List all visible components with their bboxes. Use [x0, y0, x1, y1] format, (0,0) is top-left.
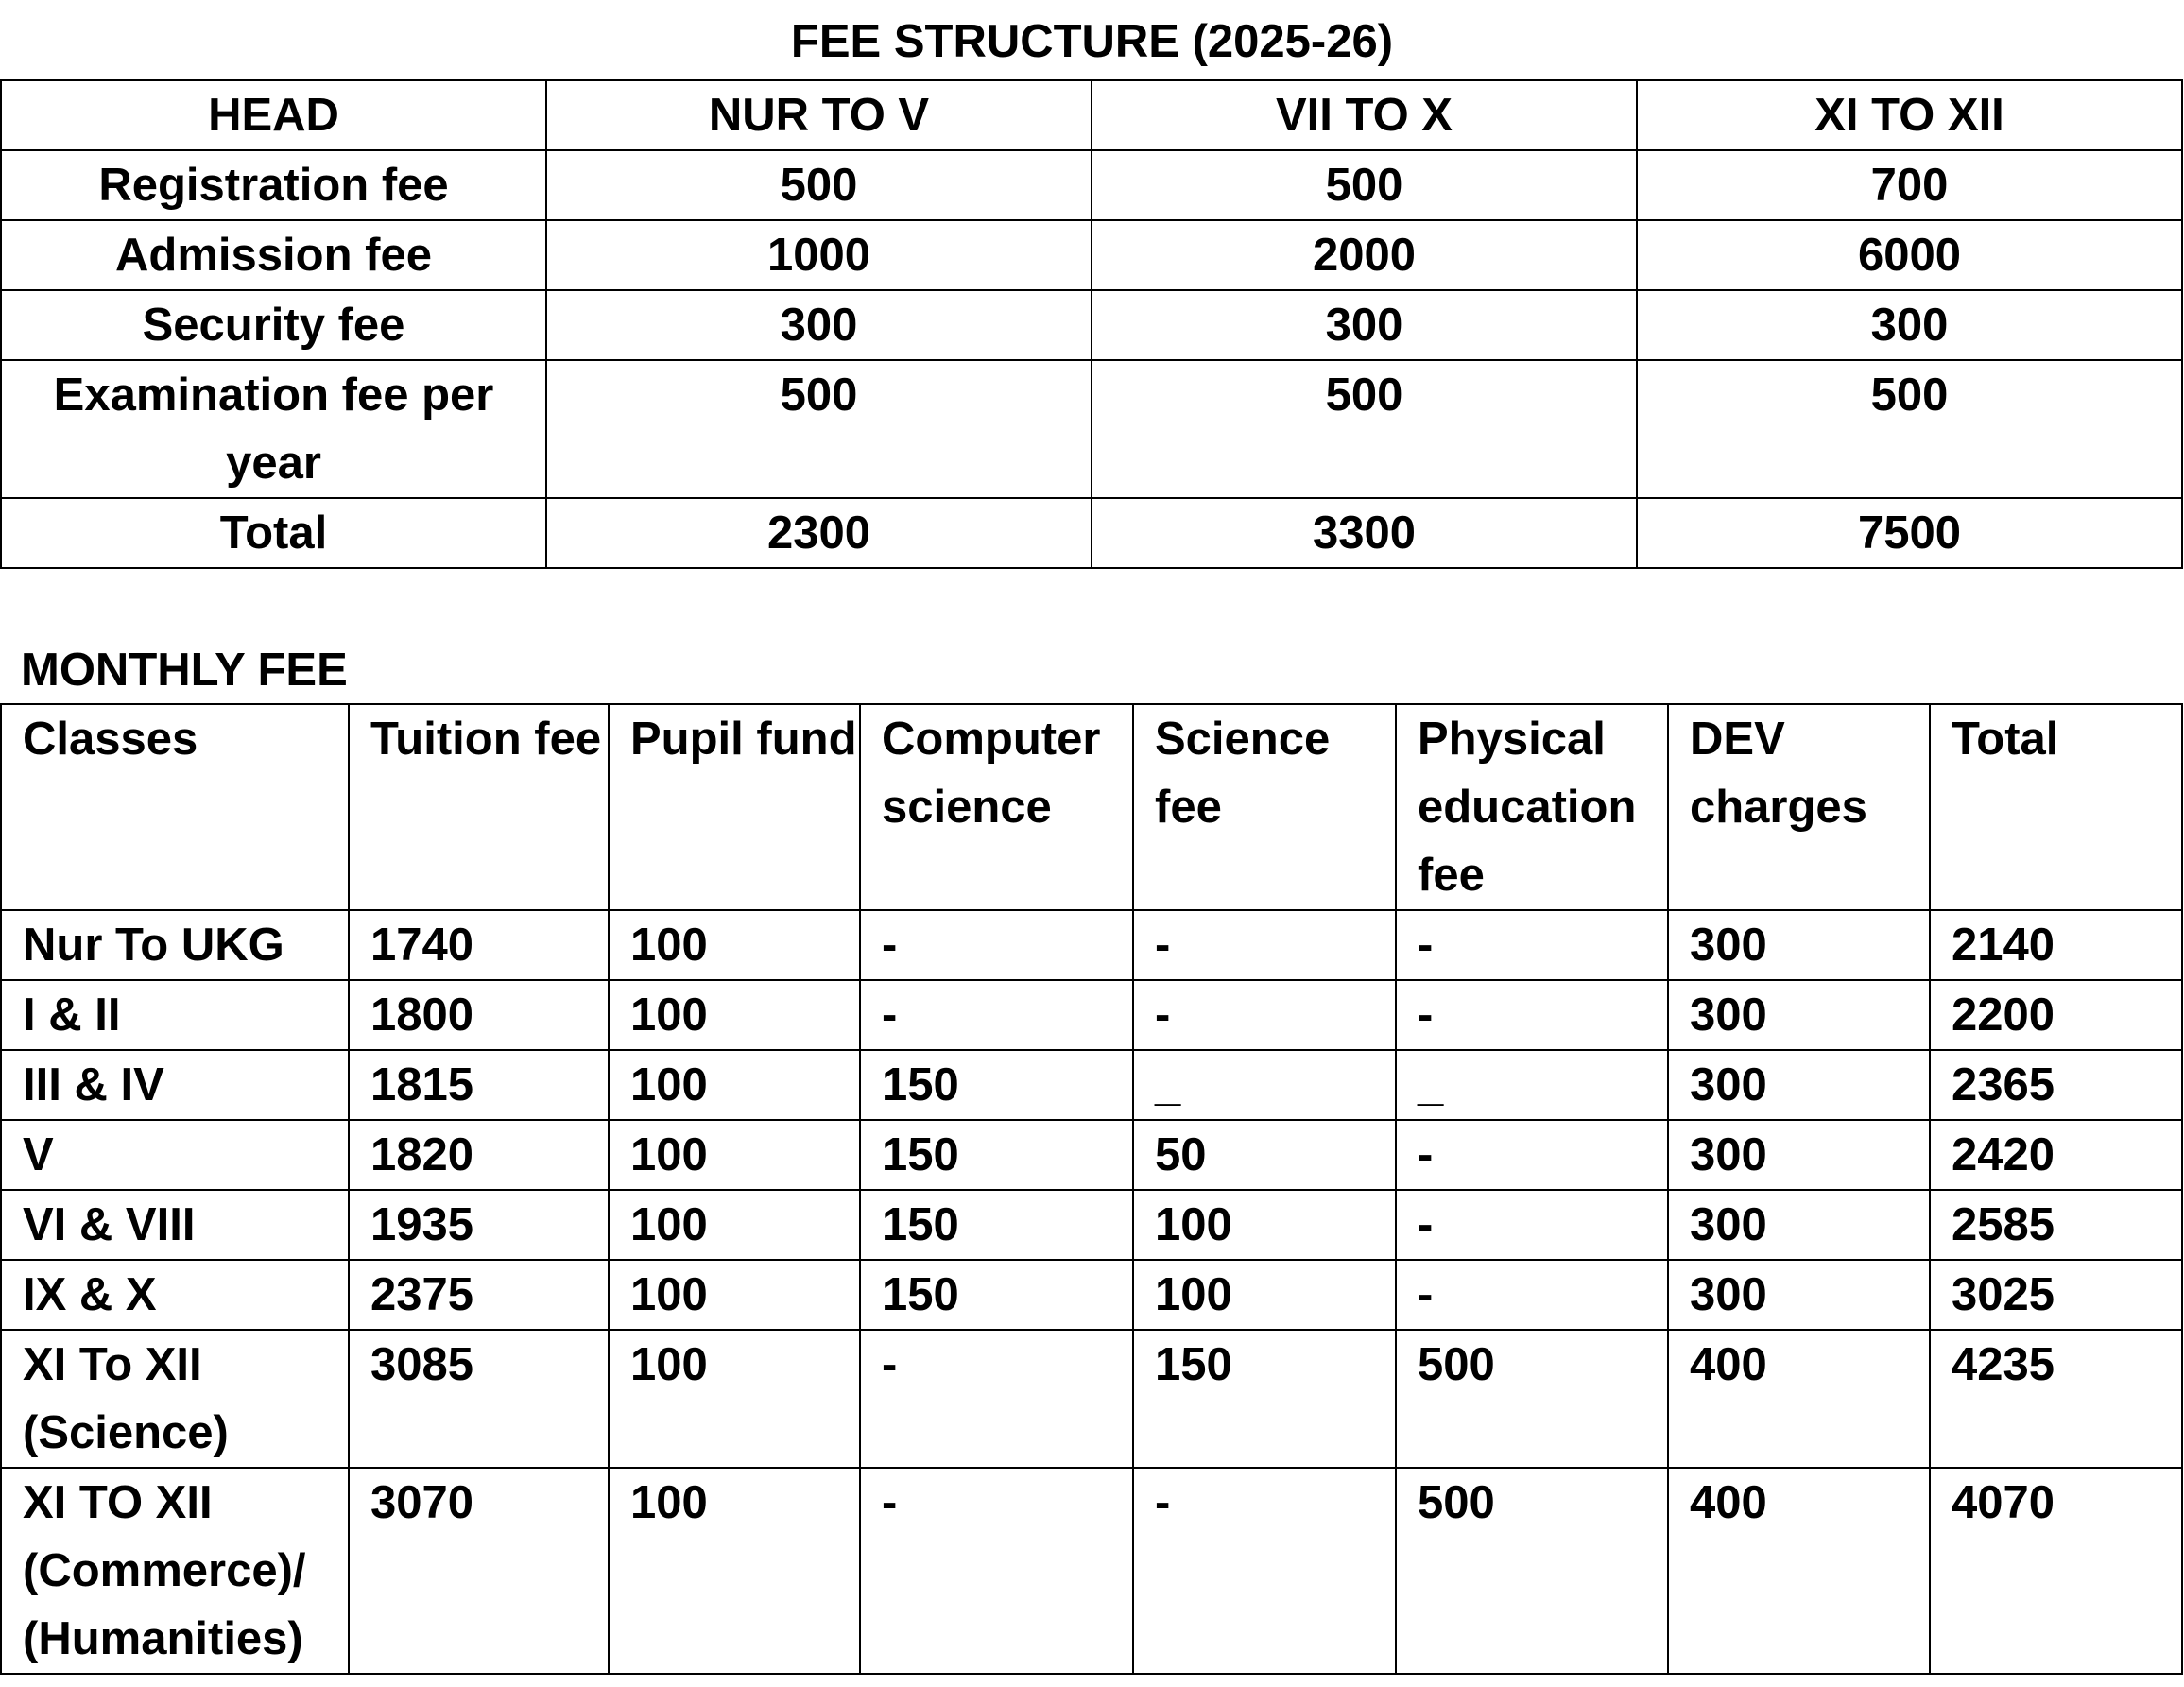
monthly-header-cell: Pupil fund: [609, 704, 860, 910]
class-name-cell: XI TO XII (Commerce)/ (Humanities): [1, 1468, 349, 1674]
monthly-value-cell: 400: [1668, 1330, 1930, 1468]
monthly-value-cell: -: [860, 910, 1133, 980]
monthly-value-cell: 2585: [1930, 1190, 2182, 1260]
monthly-fee-table: [0, 703, 2183, 1675]
monthly-value-cell: -: [1133, 1468, 1396, 1674]
fee-header-cell: HEAD: [1, 80, 546, 150]
class-name-cell: III & IV: [1, 1050, 349, 1120]
fee-row: [1, 290, 2182, 360]
fee-header-cell: NUR TO V: [546, 80, 1092, 150]
monthly-value-cell: 100: [609, 1330, 860, 1468]
monthly-value-cell: 100: [609, 1190, 860, 1260]
fee-structure-table: [0, 79, 2183, 569]
monthly-value-cell: _: [1133, 1050, 1396, 1120]
monthly-value-cell: 500: [1396, 1468, 1668, 1674]
document-title: FEE STRUCTURE (2025-26): [790, 16, 1394, 67]
monthly-row: [1, 1120, 2182, 1190]
fee-value-cell: 3300: [1092, 498, 1637, 568]
fee-value-cell: 300: [1637, 290, 2182, 360]
class-name-cell: XI To XII (Science): [1, 1330, 349, 1468]
monthly-row: [1, 1330, 2182, 1468]
fee-value-cell: 1000: [546, 220, 1092, 290]
monthly-header-cell: Total: [1930, 704, 2182, 910]
monthly-value-cell: 150: [860, 1260, 1133, 1330]
class-name-cell: IX & X: [1, 1260, 349, 1330]
fee-value-cell: 300: [546, 290, 1092, 360]
monthly-row: [1, 910, 2182, 980]
monthly-header-cell: Classes: [1, 704, 349, 910]
monthly-value-cell: 4235: [1930, 1330, 2182, 1468]
fee-head-cell: Examination fee per year: [1, 360, 546, 498]
monthly-row: [1, 1190, 2182, 1260]
monthly-value-cell: 1815: [349, 1050, 609, 1120]
fee-value-cell: 7500: [1637, 498, 2182, 568]
monthly-header-cell: Physical education fee: [1396, 704, 1668, 910]
monthly-header-cell: Science fee: [1133, 704, 1396, 910]
monthly-row: [1, 1050, 2182, 1120]
monthly-value-cell: 150: [1133, 1330, 1396, 1468]
class-name-cell: VI & VIII: [1, 1190, 349, 1260]
fee-header-row: [1, 80, 2182, 150]
fee-header-cell: VII TO X: [1092, 80, 1637, 150]
monthly-value-cell: 1935: [349, 1190, 609, 1260]
monthly-value-cell: 100: [609, 910, 860, 980]
fee-value-cell: 300: [1092, 290, 1637, 360]
monthly-value-cell: 1800: [349, 980, 609, 1050]
monthly-value-cell: 3085: [349, 1330, 609, 1468]
monthly-value-cell: 100: [609, 1468, 860, 1674]
monthly-value-cell: -: [1396, 980, 1668, 1050]
monthly-row: [1, 980, 2182, 1050]
fee-value-cell: 500: [1637, 360, 2182, 498]
monthly-value-cell: -: [860, 980, 1133, 1050]
monthly-value-cell: 100: [609, 1050, 860, 1120]
fee-value-cell: 700: [1637, 150, 2182, 220]
fee-row: [1, 498, 2182, 568]
monthly-header-cell: Computer science: [860, 704, 1133, 910]
class-name-cell: V: [1, 1120, 349, 1190]
monthly-row: [1, 1468, 2182, 1674]
monthly-value-cell: 300: [1668, 1190, 1930, 1260]
fee-value-cell: 500: [546, 360, 1092, 498]
fee-value-cell: 500: [1092, 150, 1637, 220]
monthly-row: [1, 1260, 2182, 1330]
monthly-value-cell: -: [860, 1468, 1133, 1674]
monthly-value-cell: 2420: [1930, 1120, 2182, 1190]
fee-row: [1, 150, 2182, 220]
monthly-value-cell: -: [1396, 1260, 1668, 1330]
monthly-value-cell: 1820: [349, 1120, 609, 1190]
monthly-header-cell: DEV charges: [1668, 704, 1930, 910]
monthly-value-cell: -: [1396, 1120, 1668, 1190]
fee-value-cell: 2300: [546, 498, 1092, 568]
monthly-value-cell: 400: [1668, 1468, 1930, 1674]
fee-row: [1, 360, 2182, 498]
monthly-value-cell: 500: [1396, 1330, 1668, 1468]
fee-value-cell: 500: [1092, 360, 1637, 498]
monthly-value-cell: 50: [1133, 1120, 1396, 1190]
monthly-value-cell: _: [1396, 1050, 1668, 1120]
monthly-value-cell: 150: [860, 1050, 1133, 1120]
monthly-value-cell: 300: [1668, 1120, 1930, 1190]
class-name-cell: Nur To UKG: [1, 910, 349, 980]
monthly-value-cell: 150: [860, 1120, 1133, 1190]
monthly-value-cell: 3025: [1930, 1260, 2182, 1330]
monthly-value-cell: 300: [1668, 980, 1930, 1050]
monthly-fee-heading: MONTHLY FEE: [21, 645, 348, 696]
monthly-value-cell: -: [1133, 980, 1396, 1050]
monthly-value-cell: 100: [609, 980, 860, 1050]
monthly-value-cell: -: [1133, 910, 1396, 980]
monthly-value-cell: -: [1396, 910, 1668, 980]
monthly-value-cell: 100: [1133, 1190, 1396, 1260]
monthly-value-cell: 3070: [349, 1468, 609, 1674]
fee-value-cell: 6000: [1637, 220, 2182, 290]
fee-value-cell: 2000: [1092, 220, 1637, 290]
monthly-value-cell: 1740: [349, 910, 609, 980]
monthly-value-cell: 100: [609, 1260, 860, 1330]
fee-header-cell: XI TO XII: [1637, 80, 2182, 150]
monthly-header-row: [1, 704, 2182, 910]
monthly-value-cell: -: [1396, 1190, 1668, 1260]
monthly-value-cell: 2375: [349, 1260, 609, 1330]
monthly-value-cell: 100: [1133, 1260, 1396, 1330]
monthly-value-cell: 300: [1668, 1050, 1930, 1120]
fee-head-cell: Admission fee: [1, 220, 546, 290]
fee-row: [1, 220, 2182, 290]
monthly-value-cell: 300: [1668, 1260, 1930, 1330]
fee-head-cell: Security fee: [1, 290, 546, 360]
monthly-value-cell: -: [860, 1330, 1133, 1468]
monthly-value-cell: 300: [1668, 910, 1930, 980]
monthly-value-cell: 150: [860, 1190, 1133, 1260]
monthly-value-cell: 2365: [1930, 1050, 2182, 1120]
monthly-header-cell: Tuition fee: [349, 704, 609, 910]
class-name-cell: I & II: [1, 980, 349, 1050]
monthly-value-cell: 2140: [1930, 910, 2182, 980]
fee-head-cell: Registration fee: [1, 150, 546, 220]
fee-head-cell: Total: [1, 498, 546, 568]
fee-value-cell: 500: [546, 150, 1092, 220]
monthly-value-cell: 4070: [1930, 1468, 2182, 1674]
monthly-value-cell: 2200: [1930, 980, 2182, 1050]
monthly-value-cell: 100: [609, 1120, 860, 1190]
